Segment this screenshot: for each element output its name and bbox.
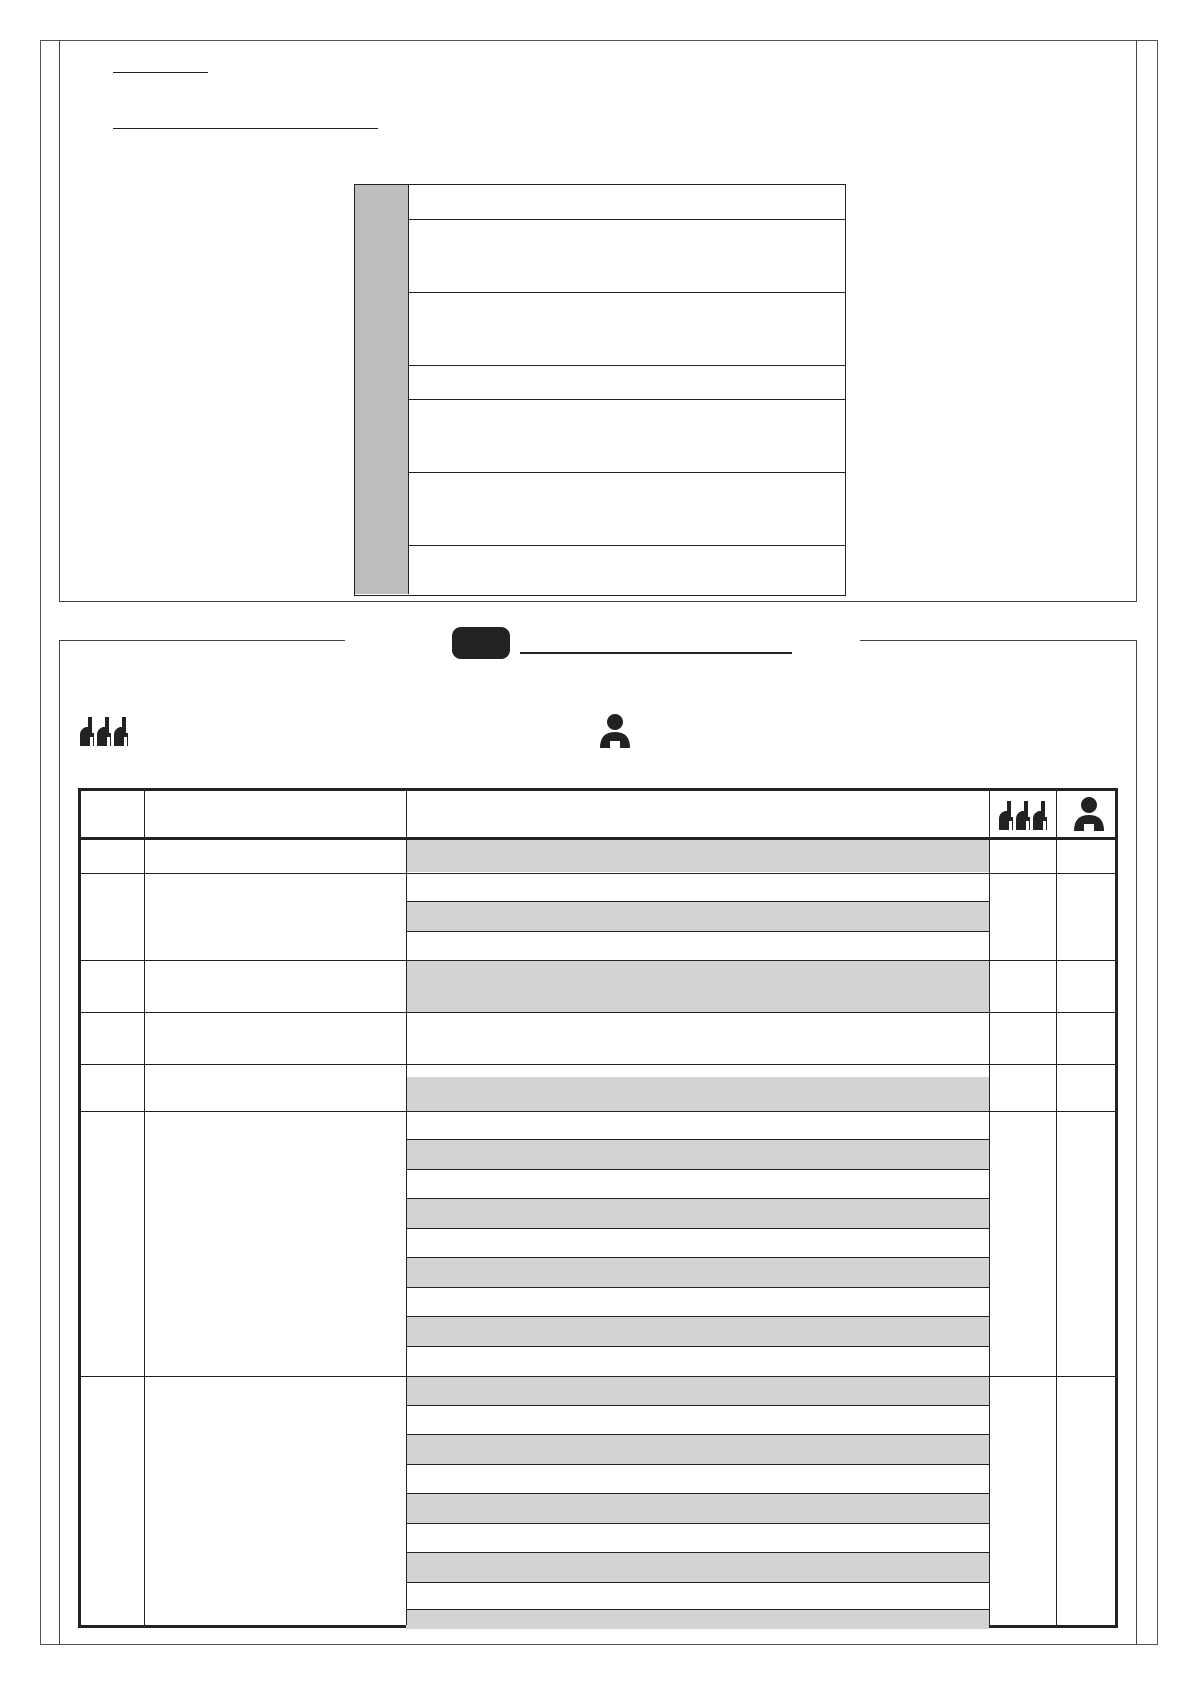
header-divider — [81, 837, 1115, 840]
section-heading-line — [520, 652, 792, 654]
subrow-divider — [406, 1582, 989, 1583]
operation-cell-shaded — [406, 1376, 989, 1405]
subrow-divider — [406, 1523, 989, 1524]
subrow-divider — [406, 1257, 989, 1258]
operation-cell-shaded — [406, 961, 989, 1012]
subrow-divider — [406, 1346, 989, 1347]
operation-cell-shaded — [406, 1258, 989, 1287]
codes-row — [355, 545, 845, 594]
operation-cell-shaded — [406, 1435, 989, 1464]
codes-row — [355, 219, 845, 293]
codes-key — [355, 365, 409, 399]
operation-cell-shaded — [406, 839, 989, 872]
codes-key — [355, 292, 409, 365]
operation-cell-shaded — [406, 1077, 989, 1112]
section-badge — [452, 627, 510, 659]
header-title-line — [113, 72, 208, 73]
factory-icon — [78, 713, 132, 747]
operation-cell-shaded — [406, 1609, 989, 1629]
column-divider — [989, 791, 990, 1625]
subrow-divider — [406, 901, 989, 902]
row-divider — [81, 960, 1115, 961]
codes-key — [355, 472, 409, 545]
codes-key — [355, 185, 409, 219]
codes-key — [355, 545, 409, 594]
operation-cell-shaded — [406, 1199, 989, 1228]
column-divider — [1056, 791, 1057, 1625]
subrow-divider — [406, 1198, 989, 1199]
panel-top-border-right — [860, 640, 1137, 641]
subrow-divider — [406, 931, 989, 932]
codes-row — [355, 365, 845, 400]
row-divider — [81, 1376, 1115, 1377]
subrow-divider — [406, 1139, 989, 1140]
operation-cell-shaded — [406, 1494, 989, 1523]
subrow-divider — [406, 1169, 989, 1170]
maintenance-table — [78, 788, 1118, 1628]
user-icon — [1072, 796, 1106, 832]
operation-cell-shaded — [406, 1140, 989, 1169]
codes-table — [354, 184, 846, 596]
codes-row — [355, 399, 845, 473]
operation-cell-shaded — [406, 1317, 989, 1346]
subrow-divider — [406, 1316, 989, 1317]
column-divider — [406, 791, 407, 1625]
column-divider — [144, 791, 145, 1625]
subrow-divider — [406, 1552, 989, 1553]
factory-icon — [997, 797, 1051, 831]
codes-key — [355, 399, 409, 472]
row-divider — [81, 873, 1115, 874]
codes-row — [355, 472, 845, 546]
subrow-divider — [406, 1228, 989, 1229]
subrow-divider — [406, 1464, 989, 1465]
subrow-divider — [406, 1287, 989, 1288]
subrow-divider — [406, 1609, 989, 1610]
codes-row — [355, 292, 845, 366]
operation-cell-shaded — [406, 1553, 989, 1582]
subrow-divider — [406, 1434, 989, 1435]
codes-row — [355, 185, 845, 220]
row-divider — [81, 1012, 1115, 1013]
user-icon — [598, 713, 632, 749]
codes-key — [355, 219, 409, 292]
header-subtitle-line — [113, 128, 378, 129]
subrow-divider — [406, 1493, 989, 1494]
operation-cell-shaded — [406, 902, 989, 931]
panel-top-border-left — [59, 640, 345, 641]
row-divider — [81, 1111, 1115, 1112]
subrow-divider — [406, 1405, 989, 1406]
row-divider — [81, 1064, 1115, 1065]
